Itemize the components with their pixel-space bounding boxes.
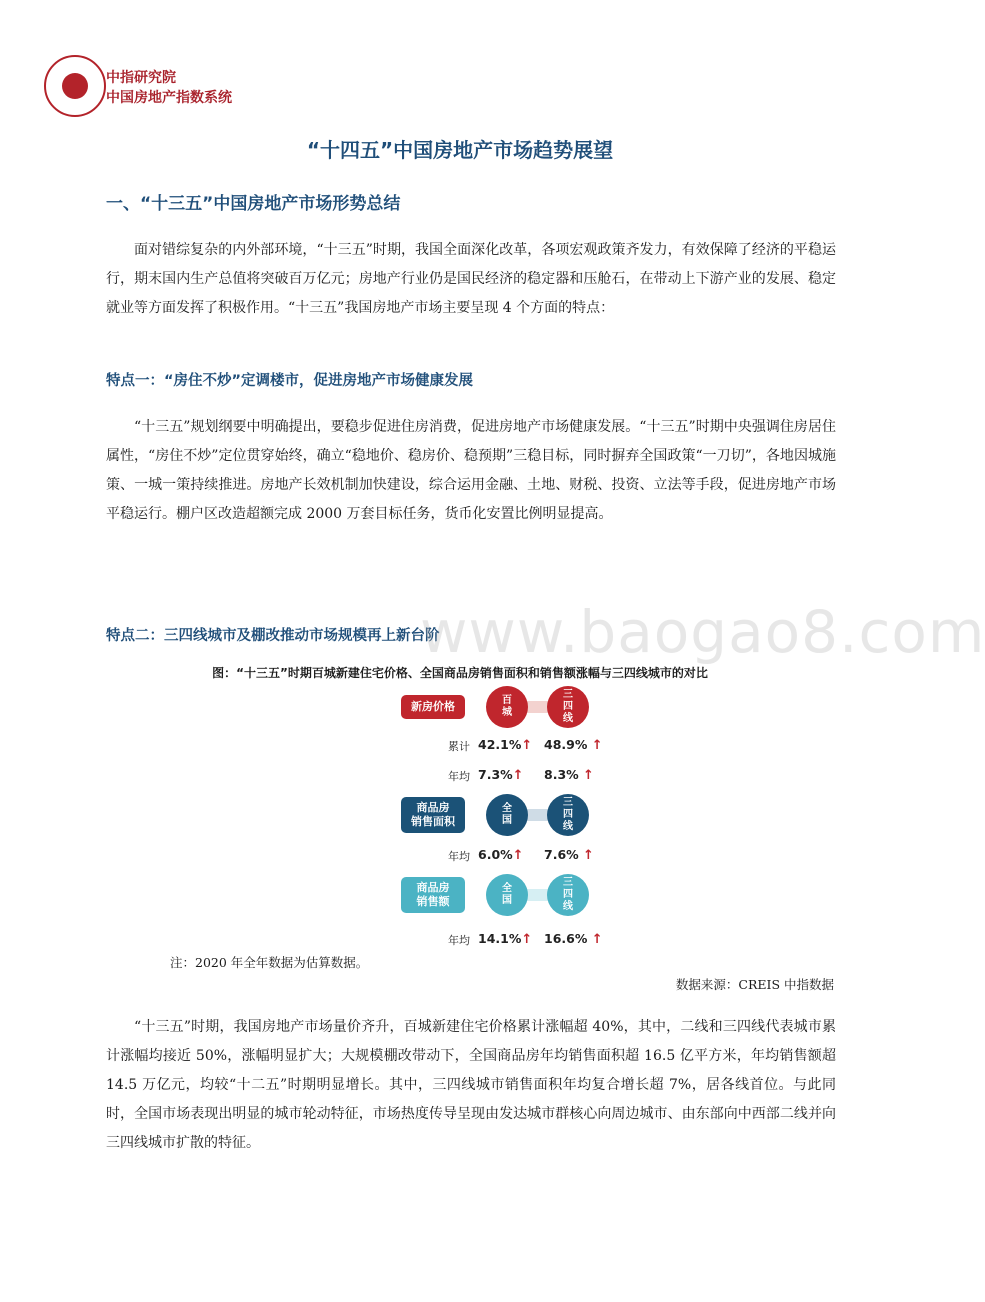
up-arrow-icon: ↑: [521, 932, 533, 947]
up-arrow-icon: ↑: [591, 738, 603, 753]
row-label: 年均: [448, 770, 470, 783]
left-value: 6.0%↑: [478, 847, 524, 863]
up-arrow-icon: ↑: [583, 768, 594, 783]
left-value: 7.3%↑: [478, 767, 524, 783]
right-circle: 三 四 线: [547, 686, 589, 728]
up-arrow-icon: ↑: [591, 932, 603, 947]
org-subtitle: 中国房地产指数系统: [106, 90, 232, 106]
feature1-heading: 特点一：“房住不炒”定调楼市，促进房地产市场健康发展: [106, 373, 474, 389]
row-label: 年均: [448, 850, 470, 863]
logo-center-disc: [62, 73, 88, 99]
up-arrow-icon: ↑: [512, 848, 524, 863]
left-value: 42.1%↑: [478, 737, 533, 753]
org-name: 中指研究院: [106, 70, 176, 86]
left-circle: 全 国: [486, 874, 528, 916]
figure-note: 注：2020 年全年数据为估算数据。: [170, 955, 369, 970]
category-label: 新房价格: [401, 695, 465, 719]
section1-heading: 一、“十三五”中国房地产市场形势总结: [106, 194, 401, 214]
up-arrow-icon: ↑: [583, 848, 594, 863]
document-title: “十四五”中国房地产市场趋势展望: [306, 138, 614, 162]
right-value: 8.3% ↑: [544, 767, 594, 783]
row-label: 累计: [448, 740, 470, 753]
row-label: 年均: [448, 934, 470, 947]
right-circle: 三 四 线: [547, 874, 589, 916]
figure-title: 图：“十三五”时期百城新建住宅价格、全国商品房销售面积和销售额涨幅与三四线城市的对比: [212, 666, 708, 680]
watermark: www.baogao8.com: [420, 598, 985, 666]
intro-paragraph: 面对错综复杂的内外部环境，“十三五”时期，我国全面深化改革，各项宏观政策齐发力，有效保障了经济的平稳运行，期末国内生产总值将突破百万亿元；房地产行业仍是国民经济的稳定器和压舱石，在带动上下游产业的发展、稳定就业等方面发挥了积极作用。“十三五”我国房地产市场主要呈现 4 个方面的特点：: [106, 242, 836, 316]
left-circle: 百 城: [486, 686, 528, 728]
category-label: 商品房 销售面积: [401, 797, 465, 833]
up-arrow-icon: ↑: [512, 768, 524, 783]
figure-source: 数据来源：CREIS 中指数据: [675, 977, 834, 992]
logo-emblem: [44, 55, 106, 117]
up-arrow-icon: ↑: [521, 738, 533, 753]
closing-paragraph: “十三五”时期，我国房地产市场量价齐升，百城新建住宅价格累计涨幅超 40%，其中，二线和三四线代表城市累计涨幅均接近 50%，涨幅明显扩大；大规模棚改带动下，全国商品房年均销售面积超 16.5 亿平方米，年均销售额超 14.5 万亿元，均较“十二五”时期明显增长。其中，三四线城市销售面积年均复合增长超 7%，居各线首位。与此同时，全国市场表现出明显的城市轮动特征，市场热度传导呈现由发达城市群核心向周边城市、由东部向中西部二线并向三四线城市扩散的特征。: [106, 1019, 836, 1151]
right-circle: 三 四 线: [547, 794, 589, 836]
left-value: 14.1%↑: [478, 931, 533, 947]
category-label: 商品房 销售额: [401, 877, 465, 913]
right-value: 16.6% ↑: [544, 931, 603, 947]
feature1-paragraph: “十三五”规划纲要中明确提出，要稳步促进住房消费，促进房地产市场健康发展。“十三五”时期中央强调住房居住属性，“房住不炒”定位贯穿始终，确立“稳地价、稳房价、稳预期”三稳目标，同时摒弃全国政策“一刀切”，各地因城施策、一城一策持续推进。房地产长效机制加快建设，综合运用金融、土地、财税、投资、立法等手段，促进房地产市场平稳运行。棚户区改造超额完成 2000 万套目标任务，货币化安置比例明显提高。: [106, 419, 836, 522]
left-circle: 全 国: [486, 794, 528, 836]
right-value: 7.6% ↑: [544, 847, 594, 863]
right-value: 48.9% ↑: [544, 737, 603, 753]
feature2-heading: 特点二：三四线城市及棚改推动市场规模再上新台阶: [106, 628, 440, 644]
